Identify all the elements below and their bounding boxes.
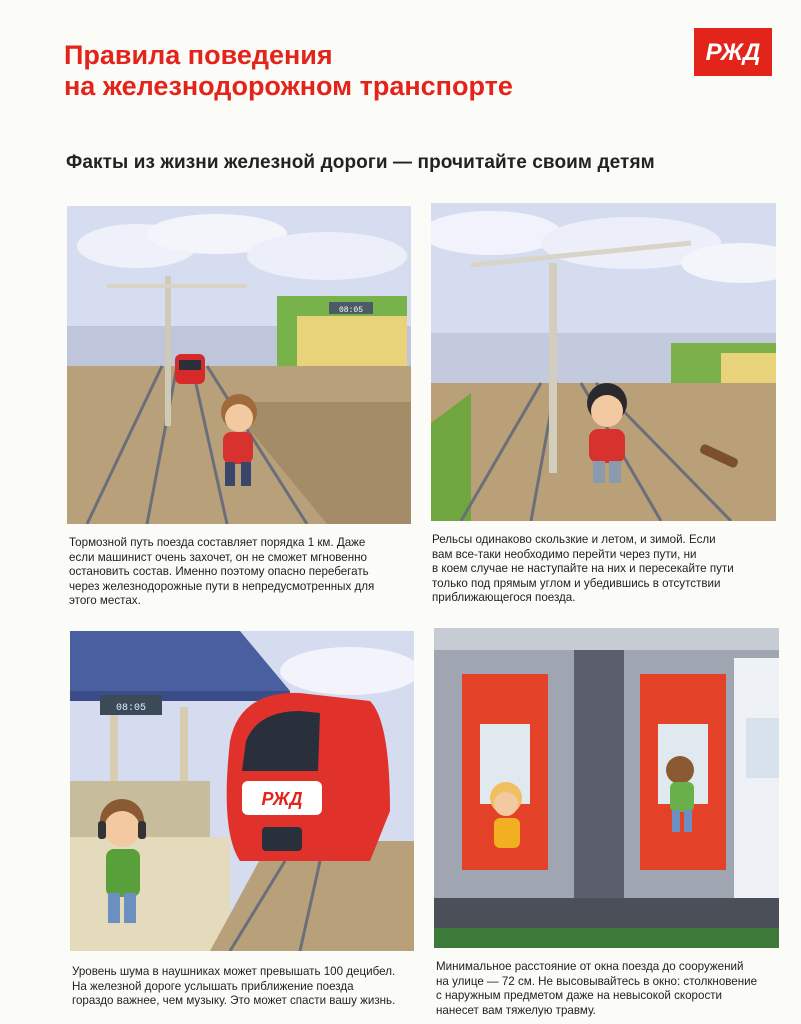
caption-line: на улице — 72 см. Не высовывайтесь в окно: столкновение: [436, 974, 758, 988]
title-line-1: Правила поведения: [64, 40, 333, 70]
caption-line: через железнодорожные пути в непредусмотренных для: [69, 579, 375, 593]
caption-line: вам все-таки необходимо перейти через пути, ни: [432, 547, 697, 561]
caption-line: этого местах.: [69, 594, 141, 608]
caption-line: с наружным предметом даже на невысокой скорости: [436, 989, 723, 1003]
caption-line: только под прямым углом и убедившись в отсутствии: [432, 576, 721, 590]
rzd-logo-icon: [694, 28, 772, 76]
illustration-panel-4: [434, 628, 779, 948]
platform-clock: 08:05: [115, 703, 147, 714]
caption-line: На железной дороге услышать приближение поезда: [72, 979, 354, 993]
standing-on-rails-illustration: [431, 203, 776, 521]
caption-line: если машинист очень захочет, он не сможет мгновенно: [69, 550, 368, 564]
caption-line: Тормозной путь поезда составляет порядка 1 км. Даже: [69, 536, 366, 549]
caption-line: гораздо важнее, чем музыку. Это может спасти вашу жизнь.: [72, 994, 396, 1008]
caption-line: приближающегося поезда.: [432, 591, 576, 605]
headphones-train-illustration: [70, 631, 414, 951]
illustration-panel-2: [431, 203, 776, 521]
caption-line: Уровень шума в наушниках может превышать 100 децибел.: [72, 965, 396, 978]
illustration-panel-3: [70, 631, 414, 951]
window-leaning-illustration: [434, 628, 779, 948]
rzd-logo: [694, 28, 772, 76]
caption-line: нанесет вам тяжелую травму.: [436, 1003, 596, 1017]
station-clock: 08:05: [338, 306, 364, 315]
panel-3-caption: [72, 965, 395, 1009]
caption-line: остановить состав. Именно поэтому опасно перебегать: [69, 565, 369, 579]
train-logo: РЖД: [261, 789, 303, 809]
illustration-panel-1: [67, 206, 411, 524]
caption-line: Минимальное расстояние от окна поезда до сооружений: [436, 960, 744, 973]
caption-line: в коем случае не наступайте на них и пересекайте пути: [432, 562, 734, 576]
rzd-logo-text: РЖД: [705, 39, 761, 66]
panel-1-caption: [69, 536, 374, 609]
crossing-tracks-illustration: [67, 206, 411, 524]
section-subtitle: Факты из жизни железной дороги — прочитайте своим детям: [66, 152, 655, 173]
caption-line: Рельсы одинаково скользкие и летом, и зимой. Если: [432, 533, 716, 546]
page-title: [64, 40, 513, 102]
title-line-2: на железнодорожном транспорте: [64, 71, 513, 101]
panel-2-caption: [432, 533, 734, 606]
panel-4-caption: [436, 960, 757, 1018]
